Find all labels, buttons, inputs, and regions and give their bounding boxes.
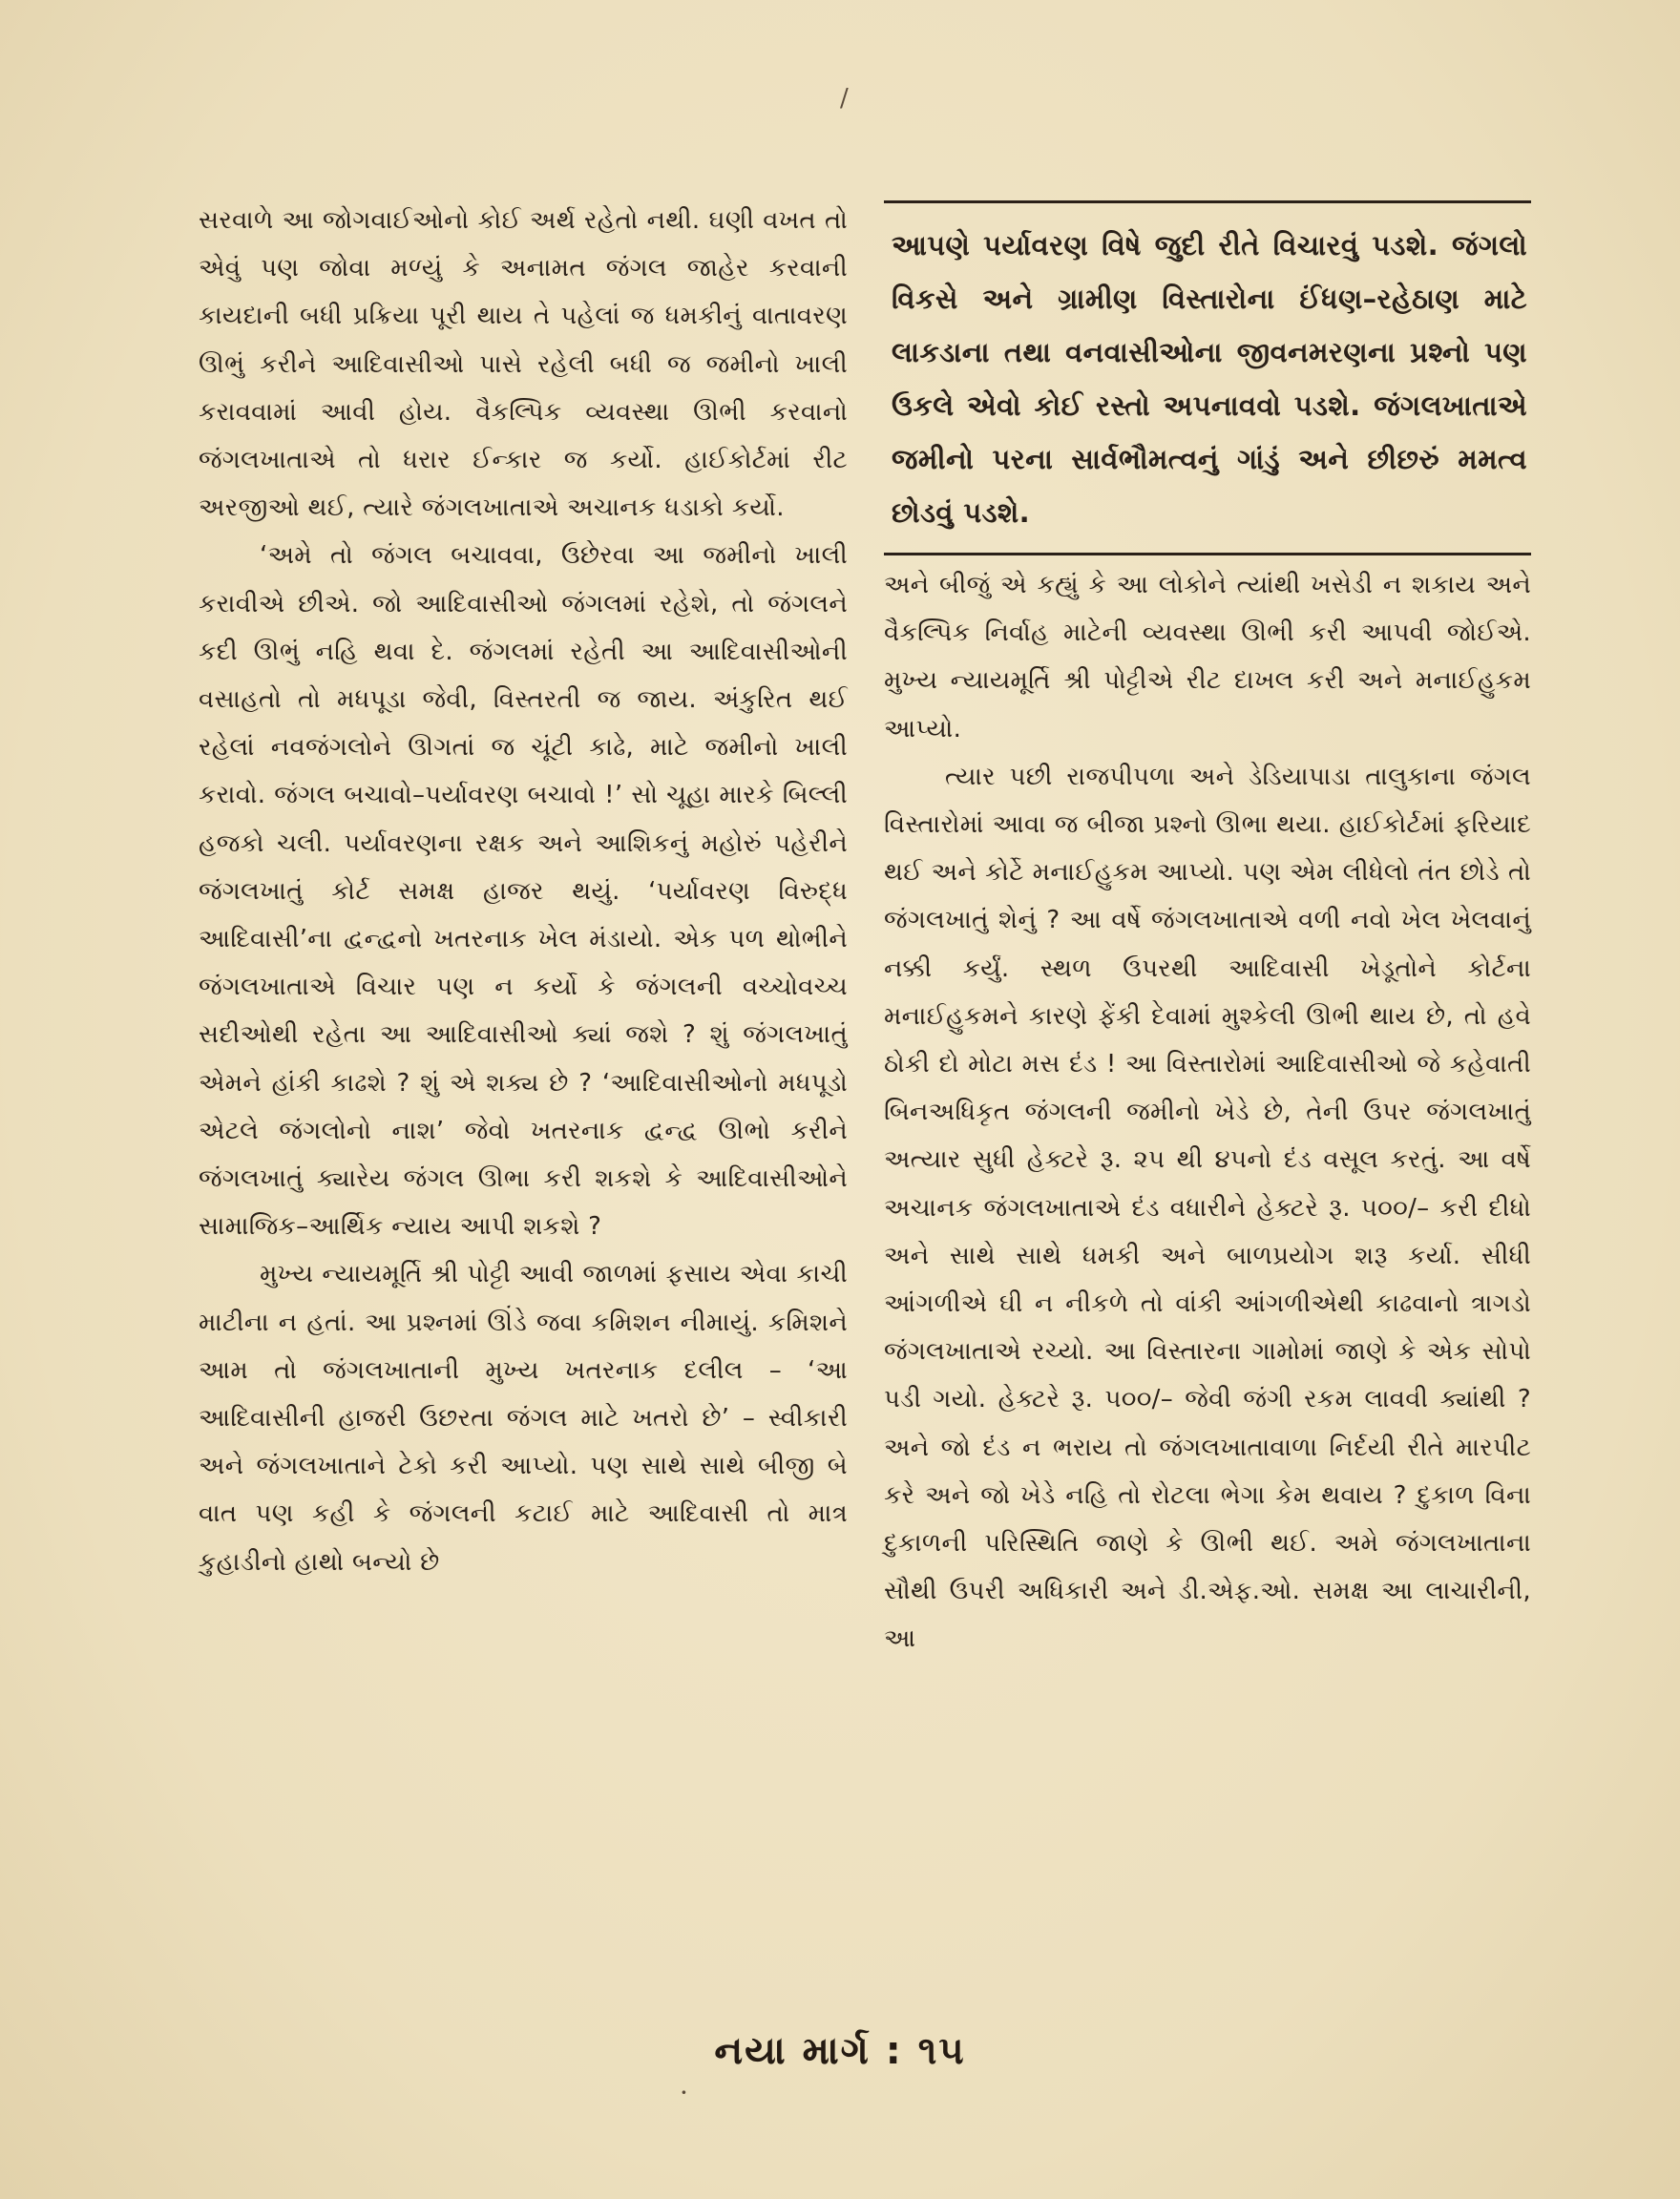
top-tick-mark: / — [840, 84, 849, 113]
right-body — [884, 561, 1531, 1664]
pullquote-text: આપણે પર્યાવરણ વિષે જુદી રીતે વિચારવું પડશે. જંગલો વિકસે અને ગ્રામીણ વિસ્તારોના ઈંધણ–રહેઠાણ માટે લાકડાના તથા વનવાસીઓના જીવનમરણના પ્રશ્નો પણ ઉકલે એવો કોઈ રસ્તો અપનાવવો પડશે. જંગલખાતાએ જમીનો પરના સાર્વભૌમત્વનું ગાંડું અને છીછરું મમત્વ છોડવું પડશે. — [892, 229, 1527, 529]
bottom-dot-mark: · — [680, 2077, 688, 2108]
pullquote-box — [884, 200, 1531, 555]
right-column — [884, 200, 1531, 1664]
right-paragraph-2: ત્યાર પછી રાજપીપળા અને ડેડિયાપાડા તાલુકાના જંગલ વિસ્તારોમાં આવા જ બીજા પ્રશ્નો ઊભા થયા. હાઈકોર્ટમાં ફરિયાદ થઈ અને કોર્ટે મનાઈહુકમ આપ્યો. પણ એમ લીધેલો તંત છોડે તો જંગલખાતું શેનું ? આ વર્ષે જંગલખાતાએ વળી નવો ખેલ ખેલવાનું નક્કી કર્યું. સ્થળ ઉપરથી આદિવાસી ખેડૂતોને કોર્ટના મનાઈહુકમને કારણે ફેંકી દેવામાં મુશ્કેલી ઊભી થાય છે, તો હવે ઠોકી દો મોટા મસ દંડ ! આ વિસ્તારોમાં આદિવાસીઓ જે કહેવાતી બિનઅધિકૃત જંગલની જમીનો ખેડે છે, તેની ઉપર જંગલખાતું અત્યાર સુધી હેક્ટરે રૂ. ૨૫ થી ૪૫નો દંડ વસૂલ કરતું. આ વર્ષે અચાનક જંગલખાતાએ દંડ વધારીને હેક્ટરે રૂ. ૫૦૦/– કરી દીધો અને સાથે સાથે ધમકી અને બાળપ્રયોગ શરૂ કર્યા. સીધી આંગળીએ ઘી ન નીકળે તો વાંકી આંગળીએથી કાઢવાનો ત્રાગડો જંગલખાતાએ રચ્યો. આ વિસ્તારના ગામોમાં જાણે કે એક સોપો પડી ગયો. હેક્ટરે રૂ. ૫૦૦/– જેવી જંગી રકમ લાવવી ક્યાંથી ? અને જો દંડ ન ભરાય તો જંગલખાતાવાળા નિર્દયી રીતે મારપીટ કરે અને જો ખેડે નહિ તો રોટલા ભેગા કેમ થવાય ? દુકાળ વિના દુકાળની પરિસ્થિતિ જાણે કે ઊભી થઈ. અમે જંગલખાતાના સૌથી ઉપરી અધિકારી અને ડી.એફ.ઓ. સમક્ષ આ લાચારીની, આ — [884, 762, 1532, 1654]
left-paragraph-2: ‘અમે તો જંગલ બચાવવા, ઉછેરવા આ જમીનો ખાલી કરાવીએ છીએ. જો આદિવાસીઓ જંગલમાં રહેશે, તો જંગલને કદી ઊભું નહિ થવા દે. જંગલમાં રહેતી આ આદિવાસીઓની વસાહતો તો મધપૂડા જેવી, વિસ્તરતી જ જાય. અંકુરિત થઈ રહેલાં નવજંગલોને ઊગતાં જ ચૂંટી કાઢે, માટે જમીનો ખાલી કરાવો. જંગલ બચાવો–પર્યાવરણ બચાવો !’ સો ચૂહા મારકે બિલ્લી હજકો ચલી. પર્યાવરણના રક્ષક અને આશિકનું મહોરું પહેરીને જંગલખાતું કોર્ટ સમક્ષ હાજર થયું. ‘પર્યાવરણ વિરુદ્ધ આદિવાસી’ના દ્વન્દ્વનો ખતરનાક ખેલ મંડાયો. એક પળ થોભીને જંગલખાતાએ વિચાર પણ ન કર્યો કે જંગલની વચ્ચોવચ્ચ સદીઓથી રહેતા આ આદિવાસીઓ ક્યાં જશે ? શું જંગલખાતું એમને હાંકી કાઢશે ? શું એ શક્ય છે ? ‘આદિવાસીઓનો મધપૂડો એટલે જંગલોનો નાશ’ જેવો ખતરનાક દ્વન્દ્વ ઊભો કરીને જંગલખાતું ક્યારેય જંગલ ઊભા કરી શકશે કે આદિવાસીઓને સામાજિક–આર્થિક ન્યાય આપી શકશે ? — [199, 541, 848, 1242]
left-paragraph-3: મુખ્ય ન્યાયમૂર્તિ શ્રી પોટ્ટી આવી જાળમાં ફસાય એવા કાચી માટીના ન હતાં. આ પ્રશ્નમાં ઊંડે જવા કમિશન નીમાયું. કમિશને આમ તો જંગલખાતાની મુખ્ય ખતરનાક દલીલ – ‘આ આદિવાસીની હાજરી ઉછરતા જંગલ માટે ખતરો છે’ – સ્વીકારી અને જંગલખાતાને ટેકો કરી આપ્યો. પણ સાથે સાથે બીજી બે વાત પણ કહી કે જંગલની કટાઈ માટે આદિવાસી તો માત્ર કુહાડીનો હાથો બન્યો છે — [199, 1260, 848, 1577]
right-paragraph-1: અને બીજું એ કહ્યું કે આ લોકોને ત્યાંથી ખસેડી ન શકાય અને વૈકલ્પિક નિર્વાહ માટેની વ્યવસ્થા ઊભી કરી આપવી જોઈએ. મુખ્ય ન્યાયમૂર્તિ શ્રી પોટ્ટીએ રીટ દાખલ કરી અને મનાઈહુકમ આપ્યો. — [884, 571, 1531, 743]
page-footer: નયા માર્ગ : ૧૫ — [714, 2029, 966, 2073]
left-column — [199, 197, 848, 1586]
left-paragraph-1: સરવાળે આ જોગવાઈઓનો કોઈ અર્થ રહેતો નથી. ઘણી વખત તો એવું પણ જોવા મળ્યું કે અનામત જંગલ જાહેર કરવાની કાયદાની બધી પ્રક્રિયા પૂરી થાય તે પહેલાં જ ધમકીનું વાતાવરણ ઊભું કરીને આદિવાસીઓ પાસે રહેલી બધી જ જમીનો ખાલી કરાવવામાં આવી હોય. વૈકલ્પિક વ્યવસ્થા ઊભી કરવાનો જંગલખાતાએ તો ધરાર ઈન્કાર જ કર્યો. હાઈકોર્ટમાં રીટ અરજીઓ થઈ, ત્યારે જંગલખાતાએ અચાનક ધડાકો કર્યો. — [199, 206, 848, 523]
